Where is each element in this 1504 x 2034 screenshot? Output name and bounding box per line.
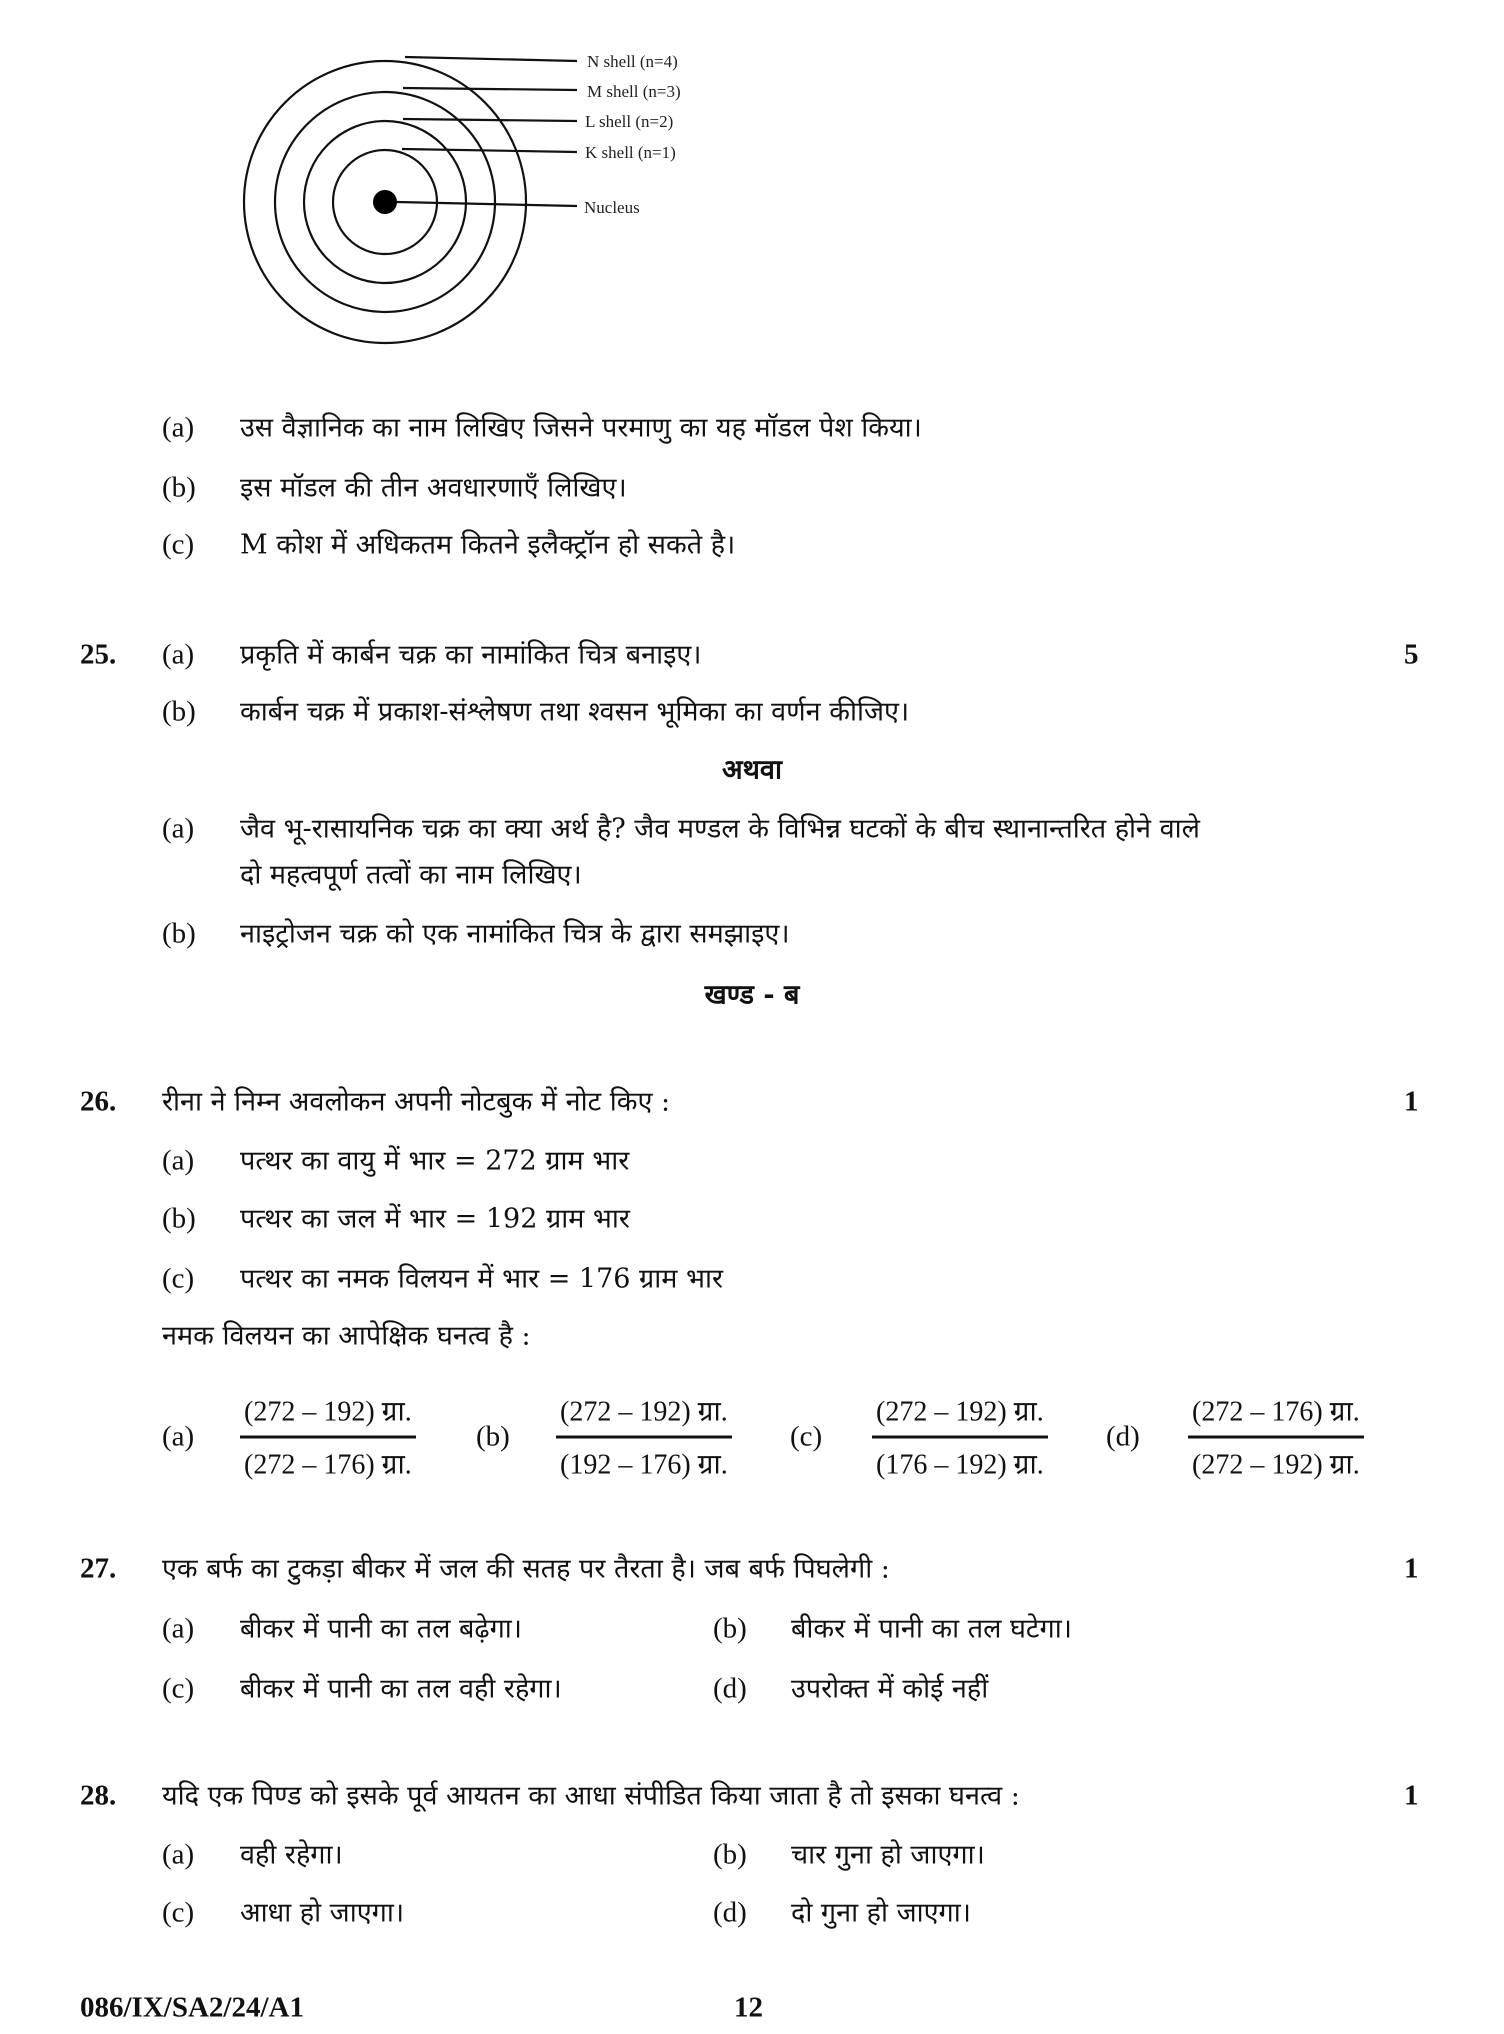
q24-a-text: उस वैज्ञानिक का नाम लिखिए जिसने परमाणु का यह मॉडल पेश किया। [240,412,922,444]
q26-option-c-label: (c) [790,1420,823,1453]
denominator: (272 – 192) ग्रा. [1192,1449,1360,1481]
q27-option-d-text: उपरोक्त में कोई नहीं [791,1673,989,1705]
q28-marks: 1 [1404,1779,1419,1812]
q27-option-b-label: (b) [713,1612,747,1645]
label-m-shell: M shell (n=3) [587,82,681,101]
label-l-shell: L shell (n=2) [585,112,674,131]
q25-alt-a-text-line2: दो महत्वपूर्ण तत्वों का नाम लिखिए। [240,859,582,891]
q28-option-b-text: चार गुना हो जाएगा। [791,1839,985,1871]
q28-option-d-label: (d) [713,1896,747,1929]
denominator: (176 – 192) ग्रा. [876,1449,1044,1481]
q27-marks: 1 [1404,1552,1419,1585]
q25-alt-b-text: नाइट्रोजन चक्र को एक नामांकित चित्र के द्वारा समझाइए। [240,918,790,950]
q25-number: 25. [80,638,117,671]
footer-paper-code: 086/IX/SA2/24/A1 [80,1991,304,2024]
q27-option-b-text: बीकर में पानी का तल घटेगा। [791,1613,1072,1645]
q25-marks: 5 [1404,638,1419,671]
label-n-shell: N shell (n=4) [587,52,678,71]
q26-option-a-label: (a) [162,1420,195,1453]
q25-a-label: (a) [162,638,195,671]
q26-option-b-fraction [556,1392,732,1483]
numerator: (272 – 176) ग्रा. [1188,1392,1364,1439]
q27-option-d-label: (d) [713,1672,747,1705]
q24-c-label: (c) [162,528,195,561]
q28-option-a-label: (a) [162,1838,195,1871]
q26-a-label: (a) [162,1144,195,1177]
denominator: (272 – 176) ग्रा. [244,1449,412,1481]
nucleus [373,190,397,214]
q26-c-label: (c) [162,1262,195,1295]
q26-number: 26. [80,1085,117,1118]
q25-b-label: (b) [162,695,196,728]
q28-option-d-text: दो गुना हो जाएगा। [791,1897,971,1929]
q26-option-c-fraction [872,1392,1048,1483]
q25-alt-a-label: (a) [162,812,195,845]
q26-b-label: (b) [162,1202,196,1235]
label-k-shell: K shell (n=1) [585,143,676,162]
q26-c-text: पत्थर का नमक विलयन में भार = 176 ग्राम भार [240,1263,724,1295]
q26-text: रीना ने निम्न अवलोकन अपनी नोटबुक में नोट किए : [162,1086,671,1118]
q25-a-text: प्रकृति में कार्बन चक्र का नामांकित चित्र बनाइए। [240,639,702,671]
q26-option-d-fraction [1188,1392,1364,1483]
q28-option-b-label: (b) [713,1838,747,1871]
q24-b-text: इस मॉडल की तीन अवधारणाएँ लिखिए। [240,472,627,504]
q27-option-a-label: (a) [162,1612,195,1645]
footer-page-number: 12 [734,1991,763,2024]
numerator: (272 – 192) ग्रा. [240,1392,416,1439]
q26-marks: 1 [1404,1085,1419,1118]
q27-option-c-text: बीकर में पानी का तल वही रहेगा। [240,1673,562,1705]
atom-shell-diagram [0,0,800,380]
label-nucleus: Nucleus [584,198,640,217]
q28-option-c-label: (c) [162,1896,195,1929]
q24-a-label: (a) [162,411,195,444]
q27-option-c-label: (c) [162,1672,195,1705]
q26-a-text: पत्थर का वायु में भार = 272 ग्राम भार [240,1145,630,1177]
numerator: (272 – 192) ग्रा. [556,1392,732,1439]
q26-option-b-label: (b) [476,1420,510,1453]
q27-number: 27. [80,1552,117,1585]
q26-option-d-label: (d) [1106,1420,1140,1453]
numerator: (272 – 192) ग्रा. [872,1392,1048,1439]
denominator: (192 – 176) ग्रा. [560,1449,728,1481]
q25-alt-a-text: जैव भू-रासायनिक चक्र का क्या अर्थ है? जैव मण्डल के विभिन्न घटकों के बीच स्थानान्तरित होने वाले [240,813,1200,845]
q27-text: एक बर्फ का टुकड़ा बीकर में जल की सतह पर तैरता है। जब बर्फ पिघलेगी : [162,1553,890,1585]
q28-text: यदि एक पिण्ड को इसके पूर्व आयतन का आधा संपीडित किया जाता है तो इसका घनत्व : [162,1780,1020,1812]
q28-option-a-text: वही रहेगा। [240,1839,343,1871]
q25-alt-b-label: (b) [162,917,196,950]
q24-c-text: M कोश में अधिकतम कितने इलैक्ट्रॉन हो सकते है। [240,529,736,561]
q26-b-text: पत्थर का जल में भार = 192 ग्राम भार [240,1203,630,1235]
q26-option-a-fraction [240,1392,416,1483]
q26-prompt: नमक विलयन का आपेक्षिक घनत्व है : [162,1320,531,1352]
q25-b-text: कार्बन चक्र में प्रकाश-संश्लेषण तथा श्वसन भूमिका का वर्णन कीजिए। [240,696,910,728]
section-title: खण्ड - ब [704,979,800,1011]
q24-b-label: (b) [162,471,196,504]
q28-number: 28. [80,1779,117,1812]
q28-option-c-text: आधा हो जाएगा। [240,1897,405,1929]
or-label: अथवा [722,754,782,786]
q27-option-a-text: बीकर में पानी का तल बढ़ेगा। [240,1613,523,1645]
